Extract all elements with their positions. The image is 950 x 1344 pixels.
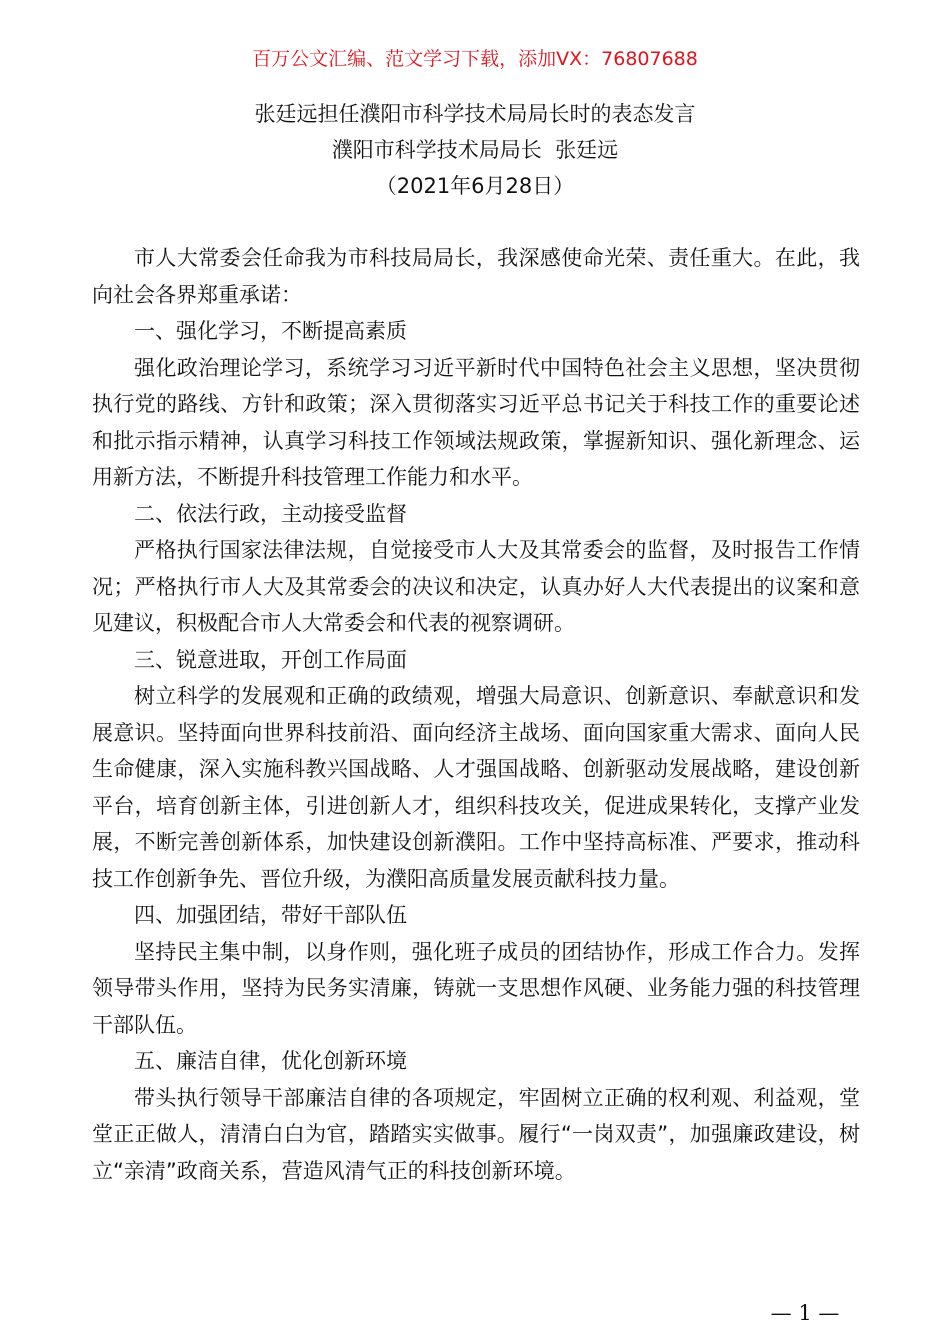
header-banner: 百万公文汇编、范文学习下载，添加VX：76807688 xyxy=(252,48,698,70)
section-heading-3: 三、锐意进取，开创工作局面 xyxy=(134,647,407,672)
document-title: 张廷远担任濮阳市科学技术局局长时的表态发言 xyxy=(254,102,696,126)
page-number: — 1 — xyxy=(770,1301,840,1325)
section-heading-1: 一、强化学习，不断提高素质 xyxy=(134,319,407,343)
section-heading-5: 五、廉洁自律，优化创新环境 xyxy=(134,1049,407,1073)
section-heading-4: 四、加强团结，带好干部队伍 xyxy=(134,903,407,927)
section-paragraph-2: 严格执行国家法律法规，自觉接受市人大及其常委会的监督，及时报告工作情况；严格执行市人大及其常委会的决议和决定，认真办好人大代表提出的议案和意见建议，积极配合市人大常委会和代表的视察调研。 xyxy=(92,538,860,635)
intro-paragraph: 市人大常委会任命我为市科技局局长，我深感使命光荣、责任重大。在此，我向社会各界郑重承诺： xyxy=(92,246,860,307)
section-paragraph-4: 坚持民主集中制，以身作则，强化班子成员的团结协作，形成工作合力。发挥领导带头作用，坚持为民务实清廉，铸就一支思想作风硬、业务能力强的科技管理干部队伍。 xyxy=(92,939,860,1037)
document-title-block xyxy=(0,96,950,204)
section-heading-2: 二、依法行政，主动接受监督 xyxy=(134,501,407,526)
document-body xyxy=(92,240,860,1189)
date-line: （2021年6月28日） xyxy=(375,174,575,198)
section-paragraph-5: 带头执行领导干部廉洁自律的各项规定，牢固树立正确的权利观、利益观，堂堂正正做人，清清白白为官，踏踏实实做事。履行“一岗双责”，加强廉政建设，树立“亲清”政商关系，营造风清气正的科技创新环境。 xyxy=(92,1085,860,1183)
section-paragraph-1: 强化政治理论学习，系统学习习近平新时代中国特色社会主义思想，坚决贯彻执行党的路线、方针和政策；深入贯彻落实习近平总书记关于科技工作的重要论述和批示指示精神，认真学习科技工作领域法规政策，掌握新知识、强化新理念、运用新方法，不断提升科技管理工作能力和水平。 xyxy=(92,355,860,489)
section-paragraph-3: 树立科学的发展观和正确的政绩观，增强大局意识、创新意识、奉献意识和发展意识。坚持面向世界科技前沿、面向经济主战场、面向国家重大需求、面向人民生命健康，深入实施科教兴国战略、人才强国战略、创新驱动发展战略，建设创新平台，培育创新主体，引进创新人才，组织科技攻关，促进成果转化，支撑产业发展，不断完善创新体系，加快建设创新濮阳。工作中坚持高标准、严要求，推动科技工作创新争先、晋位升级，为濮阳高质量发展贡献科技力量。 xyxy=(92,684,860,891)
author-line: 濮阳市科学技术局局长 张廷远 xyxy=(331,138,619,162)
